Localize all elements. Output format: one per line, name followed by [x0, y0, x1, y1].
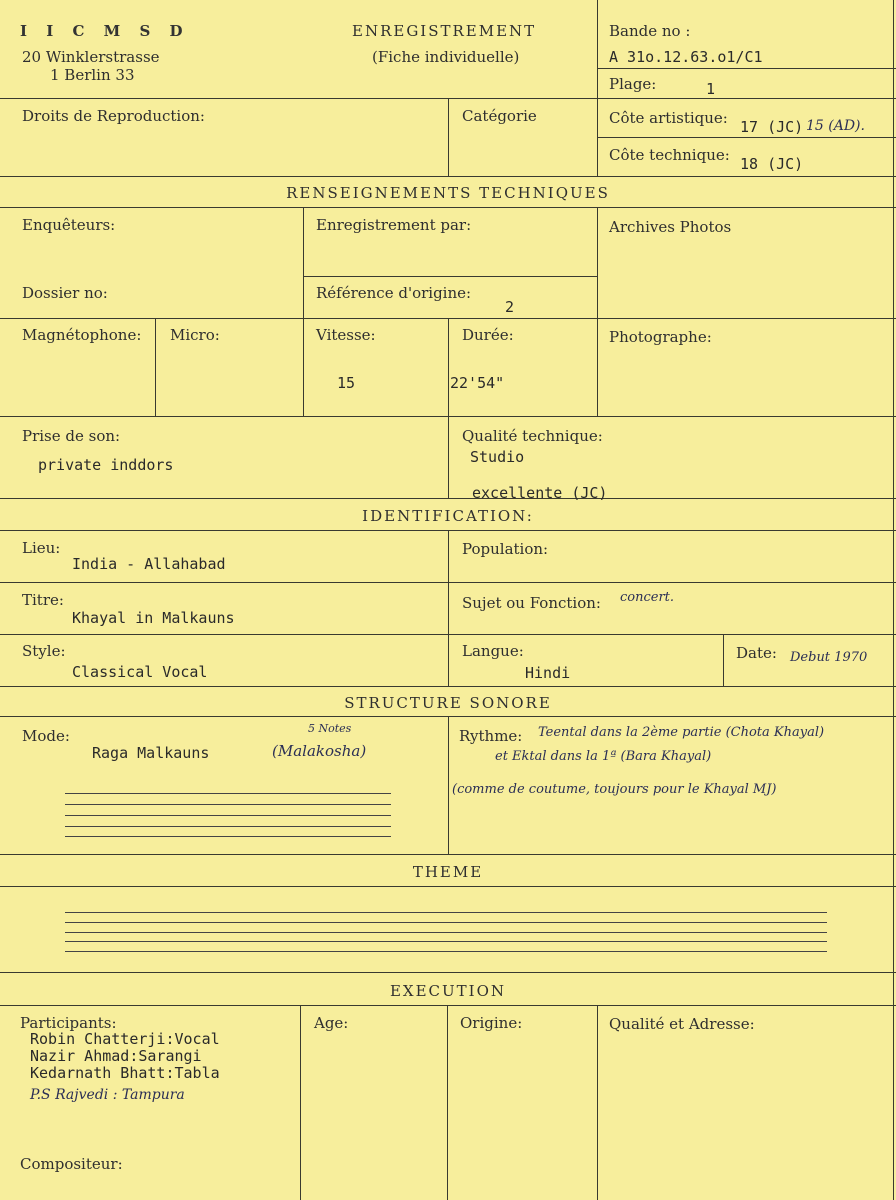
mode-label: Mode: [22, 727, 70, 745]
rythme-label: Rythme: [459, 727, 523, 745]
mode-value: Raga Malkauns [92, 744, 210, 762]
cote-artistique-handwritten: 15 (AD). [806, 118, 865, 134]
photographe-label: Photographe: [609, 328, 712, 346]
langue-value: Hindi [525, 664, 571, 682]
enregistrement-label: Enregistrement par: [316, 216, 472, 234]
bande-label: Bande no : [609, 22, 691, 40]
vitesse-value: 15 [337, 374, 356, 392]
age-label: Age: [314, 1014, 349, 1032]
mode-handwritten: (Malakosha) [272, 742, 367, 760]
bande-value: A 31o.12.63.o1/C1 [609, 48, 763, 66]
plage-value: 1 [706, 80, 716, 98]
qualite-technique-value-2: excellente (JC) [472, 484, 608, 502]
address-line-1: 20 Winklerstrasse [22, 48, 160, 66]
qualite-technique-value-1: Studio [470, 448, 525, 466]
cote-artistique-label: Côte artistique: [609, 109, 728, 127]
section-theme-title: THEME [412, 863, 484, 881]
style-value: Classical Vocal [72, 663, 208, 681]
page-subtitle: (Fiche individuelle) [372, 48, 520, 66]
reference-label: Référence d'origine: [316, 284, 472, 302]
droits-label: Droits de Reproduction: [22, 107, 205, 125]
address-line-2: 1 Berlin 33 [50, 66, 135, 84]
rythme-line-1: Teental dans la 2ème partie (Chota Khayal) [538, 725, 825, 740]
rythme-line-3: (comme de coutume, toujours pour le Khayal MJ) [452, 782, 777, 797]
participants-label: Participants: [20, 1014, 117, 1032]
langue-label: Langue: [462, 642, 524, 660]
dossier-label: Dossier no: [22, 284, 108, 302]
section-identification-title: IDENTIFICATION: [362, 507, 534, 525]
titre-label: Titre: [22, 591, 64, 609]
vitesse-label: Vitesse: [316, 326, 376, 344]
style-label: Style: [22, 642, 66, 660]
lieu-label: Lieu: [22, 539, 61, 557]
categorie-label: Catégorie [462, 107, 537, 125]
enqueteurs-label: Enquêteurs: [22, 216, 116, 234]
sujet-label: Sujet ou Fonction: [462, 594, 601, 612]
section-structure-title: STRUCTURE SONORE [344, 694, 552, 712]
lieu-value: India - Allahabad [72, 555, 226, 573]
origine-label: Origine: [460, 1014, 523, 1032]
participant-1: Robin Chatterji:Vocal [30, 1030, 220, 1048]
qualite-adresse-label: Qualité et Adresse: [609, 1015, 755, 1033]
cote-technique-label: Côte technique: [609, 146, 730, 164]
qualite-technique-label: Qualité technique: [462, 427, 603, 445]
population-label: Population: [462, 540, 549, 558]
section-technique-title: RENSEIGNEMENTS TECHNIQUES [286, 184, 610, 202]
plage-label: Plage: [609, 75, 657, 93]
duree-value: 22'54" [450, 374, 505, 392]
compositeur-label: Compositeur: [20, 1155, 123, 1173]
sujet-value: concert. [620, 590, 675, 605]
prise-de-son-value: private inddors [38, 456, 174, 474]
prise-de-son-label: Prise de son: [22, 427, 121, 445]
archives-photos-label: Archives Photos [609, 218, 732, 236]
duree-label: Durée: [462, 326, 514, 344]
magnetophone-label: Magnétophone: [22, 326, 142, 344]
titre-value: Khayal in Malkauns [72, 609, 235, 627]
cote-artistique-value: 17 (JC) [740, 118, 804, 136]
page-title: ENREGISTREMENT [352, 22, 537, 40]
participant-handwritten: P.S Rajvedi : Tampura [30, 1087, 185, 1103]
cote-technique-value: 18 (JC) [740, 155, 804, 173]
date-label: Date: [736, 644, 777, 662]
participant-3: Kedarnath Bhatt:Tabla [30, 1064, 220, 1082]
section-execution-title: EXECUTION [389, 982, 507, 1000]
reference-value: 2 [505, 298, 515, 316]
micro-label: Micro: [170, 326, 220, 344]
rythme-line-2: et Ektal dans la 1ª (Bara Khayal) [495, 749, 712, 764]
participant-2: Nazir Ahmad:Sarangi [30, 1047, 202, 1065]
mode-note: 5 Notes [308, 722, 352, 735]
date-value: Debut 1970 [790, 650, 868, 665]
org-logo: I I C M S D [20, 22, 190, 40]
